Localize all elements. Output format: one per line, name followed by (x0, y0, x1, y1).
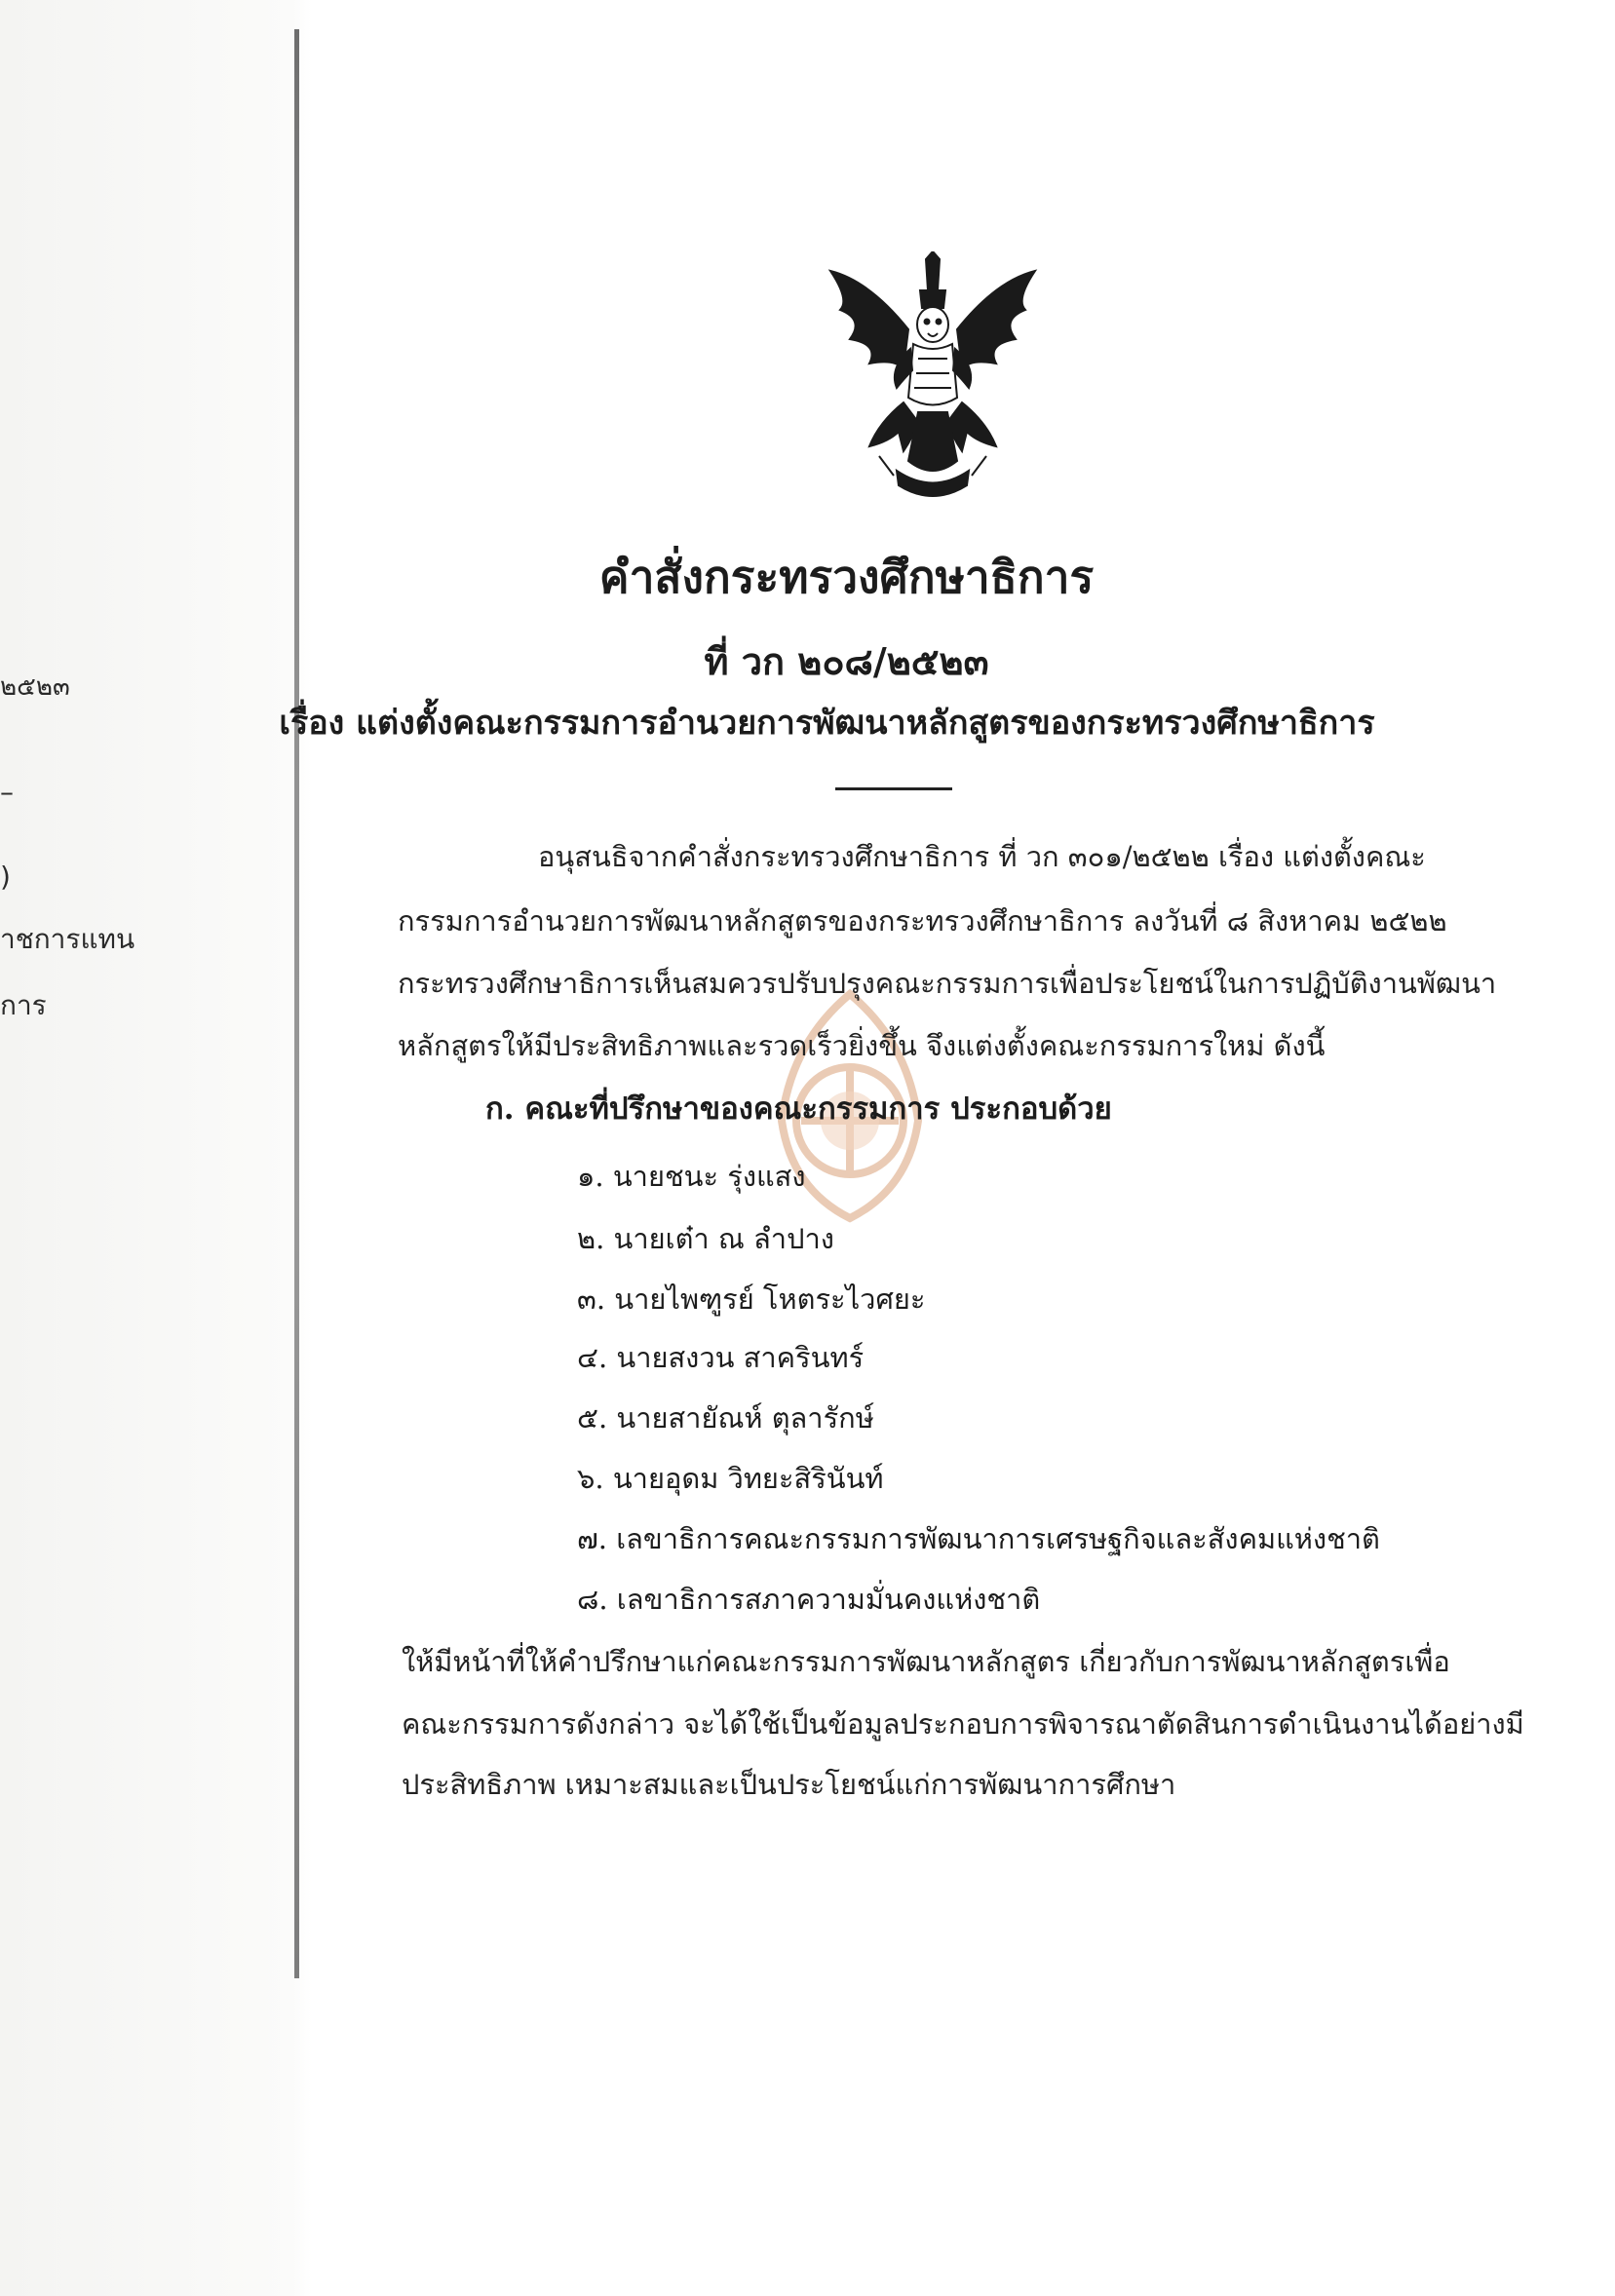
member-item-7: ๗. เลขาธิการคณะกรรมการพัฒนาการเศรษฐกิจและสังคมแห่งชาติ (577, 1522, 1380, 1555)
left-fragment-paren: ี) (0, 861, 11, 893)
section-a-heading: ก. คณะที่ปรึกษาของคณะกรรมการ ประกอบด้วย (485, 1091, 1112, 1127)
left-fragment-text-1: าชการแทน (0, 923, 135, 955)
duty-line-2: คณะกรรมการดังกล่าว จะได้ใช้เป็นข้อมูลประกอบการพิจารณาตัดสินการดำเนินงานได้อย่างมี (402, 1707, 1524, 1741)
member-item-6: ๖. นายอุดม วิทยะสิรินันท์ (577, 1462, 884, 1495)
garuda-emblem-icon (811, 251, 1055, 507)
heading-divider (835, 787, 952, 790)
left-fragment-text-2: ี่การ (0, 989, 47, 1021)
duty-line-3: ประสิทธิภาพ เหมาะสมและเป็นประโยชน์แก่การพัฒนาการศึกษา (402, 1768, 1176, 1801)
left-fragment-year: ๒๕๒๓ (0, 672, 70, 702)
intro-line-1: อนุสนธิจากคำสั่งกระทรวงศึกษาธิการ ที่ วก ๓๐๑/๒๕๒๒ เรื่อง แต่งตั้งคณะ (538, 840, 1426, 873)
intro-line-3: กระทรวงศึกษาธิการเห็นสมควรปรับปรุงคณะกรรมการเพื่อประโยชน์ในการปฏิบัติงานพัฒนา (398, 967, 1497, 1000)
member-item-2: ๒. นายเต๋า ณ ลำปาง (577, 1222, 834, 1255)
intro-line-4: หลักสูตรให้มีประสิทธิภาพและรวดเร็วยิ่งขึ้น จึงแต่งตั้งคณะกรรมการใหม่ ดังนี้ (398, 1029, 1326, 1062)
member-item-1: ๑. นายชนะ รุ่งแสง (577, 1160, 806, 1193)
member-item-5: ๕. นายสายัณห์ ตุลารักษ์ (577, 1401, 874, 1435)
order-title: คำสั่งกระทรวงศึกษาธิการ (598, 551, 1095, 603)
order-number: ที่ วก ๒๐๘/๒๕๒๓ (704, 639, 989, 683)
page-fold-edge (294, 29, 299, 1978)
member-item-3: ๓. นายไพฑูรย์ โหตระไวศยะ (577, 1282, 926, 1316)
left-fragment-dash: – (0, 776, 14, 808)
member-item-8: ๘. เลขาธิการสภาความมั่นคงแห่งชาติ (577, 1583, 1041, 1616)
order-subject: เรื่อง แต่งตั้งคณะกรรมการอำนวยการพัฒนาหลักสูตรของกระทรวงศึกษาธิการ (279, 704, 1375, 743)
duty-line-1: ให้มีหน้าที่ให้คำปรึกษาแก่คณะกรรมการพัฒนาหลักสูตร เกี่ยวกับการพัฒนาหลักสูตรเพื่อ (402, 1645, 1450, 1678)
member-item-4: ๔. นายสงวน สาครินทร์ (577, 1341, 865, 1374)
intro-line-2: กรรมการอำนวยการพัฒนาหลักสูตรของกระทรวงศึกษาธิการ ลงวันที่ ๘ สิงหาคม ๒๕๒๒ (398, 904, 1447, 938)
